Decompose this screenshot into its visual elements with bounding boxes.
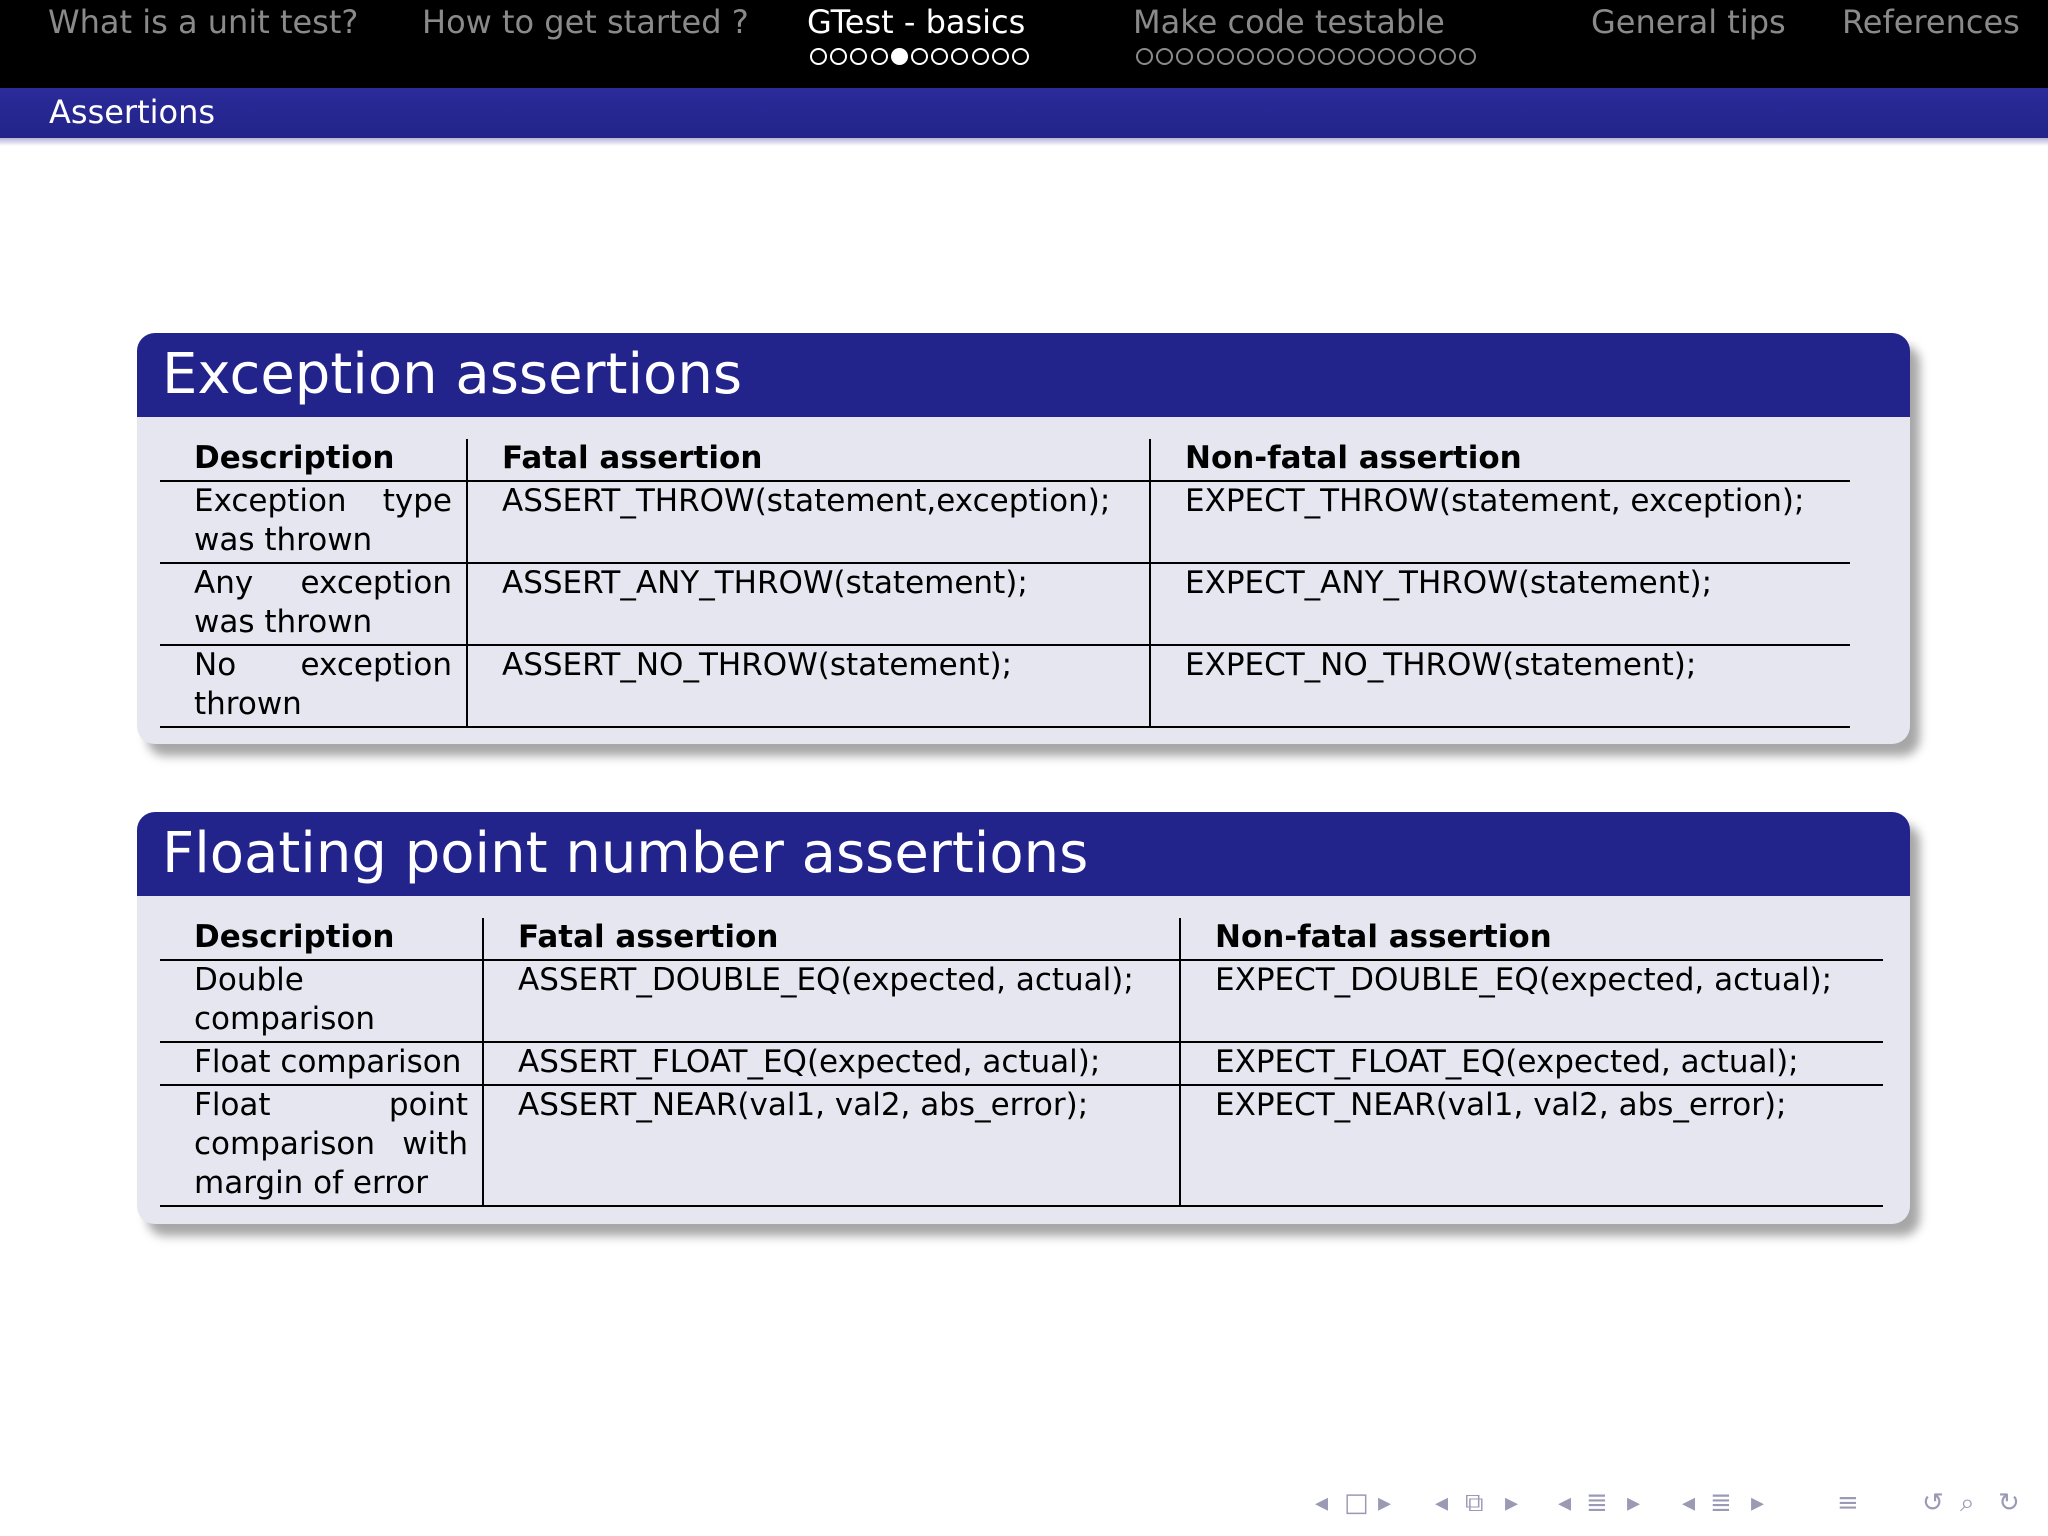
slide-dot[interactable] [1237, 48, 1254, 65]
block-title: Floating point number assertions [137, 812, 1910, 896]
prev-arrow-icon[interactable]: ◂ [1558, 1488, 1572, 1518]
slide-dot[interactable] [1298, 48, 1315, 65]
nav-section-label: General tips [1591, 3, 1786, 41]
subsection-bar-shadow [0, 138, 2048, 146]
slide-dot[interactable] [972, 48, 989, 65]
slide-dot[interactable] [810, 48, 827, 65]
row-description: Float point comparison with margin of error [160, 1085, 483, 1206]
nav-section-label: References [1842, 3, 2020, 41]
slide-dot[interactable] [1459, 48, 1476, 65]
row-description: Double comparison [160, 960, 483, 1042]
back-icon[interactable]: ↺ [1922, 1488, 1944, 1518]
row-fatal: ASSERT_NEAR(val1, val2, abs_error); [483, 1085, 1180, 1206]
search-icon[interactable]: ⌕ [1960, 1488, 1975, 1518]
exception-assertions-table [160, 439, 1850, 728]
section-navigation-bar [0, 0, 2048, 88]
beamer-navigation-controls [1310, 1488, 2040, 1524]
slide-dot[interactable] [1277, 48, 1294, 65]
slide-dot[interactable] [911, 48, 928, 65]
frame-icon[interactable]: ⧉ [1465, 1488, 1484, 1518]
row-description: Float comparison [160, 1042, 483, 1085]
header-fatal: Fatal assertion [467, 439, 1150, 481]
row-nonfatal: EXPECT_THROW(statement, exception); [1150, 481, 1850, 563]
slide-dot[interactable] [871, 48, 888, 65]
next-arrow-icon[interactable]: ▸ [1627, 1488, 1641, 1518]
slide-dot[interactable] [1136, 48, 1153, 65]
slide-dot[interactable] [992, 48, 1009, 65]
slide-dot[interactable] [891, 48, 908, 65]
header-nonfatal: Non-fatal assertion [1150, 439, 1850, 481]
slide-dot[interactable] [1439, 48, 1456, 65]
slide-dots [1136, 48, 1479, 65]
table-row [160, 481, 1850, 563]
next-arrow-icon[interactable]: ▸ [1378, 1488, 1392, 1518]
subsection-title: Assertions [49, 93, 216, 131]
slide-dot[interactable] [1257, 48, 1274, 65]
prev-arrow-icon[interactable]: ◂ [1435, 1488, 1449, 1518]
table-row [160, 563, 1850, 645]
row-nonfatal: EXPECT_NO_THROW(statement); [1150, 645, 1850, 727]
row-fatal: ASSERT_THROW(statement,exception); [467, 481, 1150, 563]
slide-dot[interactable] [1176, 48, 1193, 65]
slide-dot[interactable] [931, 48, 948, 65]
section-icon[interactable]: ≣ [1710, 1488, 1732, 1518]
slide-dot[interactable] [1419, 48, 1436, 65]
header-nonfatal: Non-fatal assertion [1180, 918, 1883, 960]
table-row [160, 960, 1883, 1042]
table-row [160, 645, 1850, 727]
header-description: Description [160, 439, 467, 481]
row-fatal: ASSERT_FLOAT_EQ(expected, actual); [483, 1042, 1180, 1085]
slide-dots [810, 48, 1032, 65]
slide-dot[interactable] [1197, 48, 1214, 65]
floating-point-assertions-block [137, 812, 1910, 1224]
row-nonfatal: EXPECT_ANY_THROW(statement); [1150, 563, 1850, 645]
table-row [160, 1085, 1883, 1206]
block-title: Exception assertions [137, 333, 1910, 417]
slide-dot[interactable] [1217, 48, 1234, 65]
table-row [160, 1042, 1883, 1085]
slide-dot[interactable] [850, 48, 867, 65]
nav-section-label: What is a unit test? [48, 3, 359, 41]
row-nonfatal: EXPECT_FLOAT_EQ(expected, actual); [1180, 1042, 1883, 1085]
row-nonfatal: EXPECT_DOUBLE_EQ(expected, actual); [1180, 960, 1883, 1042]
next-arrow-icon[interactable]: ▸ [1751, 1488, 1765, 1518]
row-fatal: ASSERT_ANY_THROW(statement); [467, 563, 1150, 645]
header-description: Description [160, 918, 483, 960]
slide-dot[interactable] [1338, 48, 1355, 65]
row-nonfatal: EXPECT_NEAR(val1, val2, abs_error); [1180, 1085, 1883, 1206]
slide-dot[interactable] [1012, 48, 1029, 65]
forward-icon[interactable]: ↻ [1998, 1488, 2020, 1518]
nav-section-label: How to get started ? [422, 3, 749, 41]
prev-arrow-icon[interactable]: ◂ [1682, 1488, 1696, 1518]
slide-dot[interactable] [1156, 48, 1173, 65]
floating-point-assertions-table [160, 918, 1883, 1207]
toc-icon[interactable]: ≡ [1837, 1488, 1859, 1518]
slide-dot[interactable] [1398, 48, 1415, 65]
slide-dot[interactable] [1358, 48, 1375, 65]
slide-dot[interactable] [951, 48, 968, 65]
slide-dot[interactable] [830, 48, 847, 65]
prev-arrow-icon[interactable]: ◂ [1315, 1488, 1329, 1518]
nav-section-label: Make code testable [1133, 3, 1445, 41]
row-fatal: ASSERT_DOUBLE_EQ(expected, actual); [483, 960, 1180, 1042]
nav-section-label: GTest - basics [807, 3, 1026, 41]
subsection-icon[interactable]: ≣ [1586, 1488, 1608, 1518]
row-description: Exception type was thrown [160, 481, 467, 563]
header-fatal: Fatal assertion [483, 918, 1180, 960]
next-arrow-icon[interactable]: ▸ [1505, 1488, 1519, 1518]
row-description: Any exception was thrown [160, 563, 467, 645]
subsection-bar [0, 88, 2048, 138]
exception-assertions-block [137, 333, 1910, 744]
row-description: No exception thrown [160, 645, 467, 727]
slide-icon[interactable]: □ [1344, 1488, 1369, 1518]
row-fatal: ASSERT_NO_THROW(statement); [467, 645, 1150, 727]
slide-dot[interactable] [1378, 48, 1395, 65]
slide-dot[interactable] [1318, 48, 1335, 65]
